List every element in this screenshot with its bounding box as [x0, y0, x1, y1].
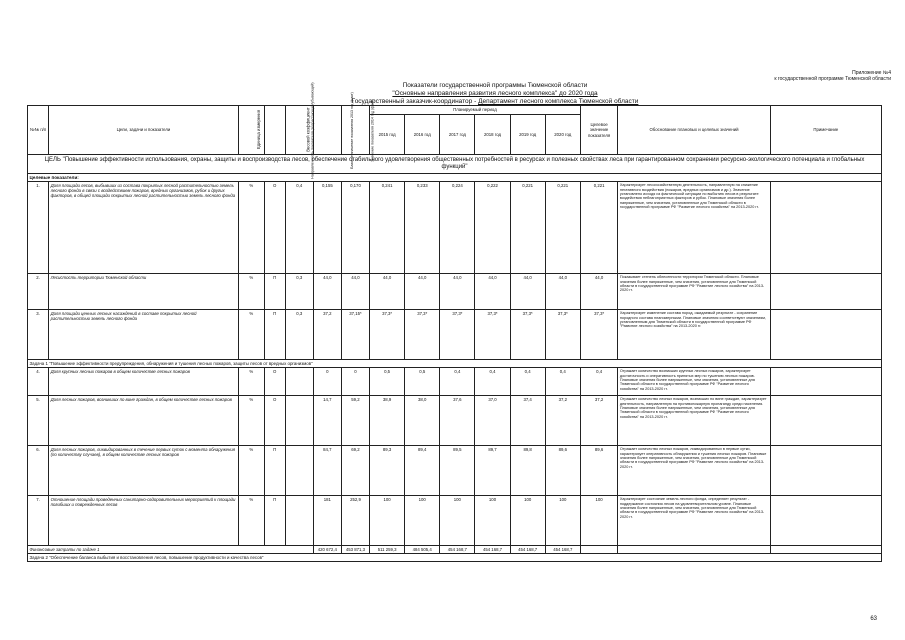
row-year-value: 0,241 [370, 182, 405, 274]
row-target: 100 [580, 496, 617, 546]
header-justification: Обоснование плановых и целевых значений [618, 106, 770, 155]
finance-empty [580, 546, 617, 554]
finance-empty [770, 546, 881, 554]
header-year: 2015 год [370, 115, 405, 155]
header-goal: Цели, задачи и показатели [49, 106, 239, 155]
header-year: 2016 год [405, 115, 440, 155]
table-row [28, 446, 882, 496]
row-value2014: 0 [341, 368, 369, 396]
header-year: 2017 год [440, 115, 475, 155]
row-unit: % [238, 368, 264, 396]
row-year-value: 37,2 [545, 396, 580, 446]
header-base2013: Базовое значение показателя 2013 год (факт) [313, 106, 341, 155]
row-year-value: 100 [370, 496, 405, 546]
finance-year-value: 454 168,7 [545, 546, 580, 554]
row-unit: % [238, 182, 264, 274]
header-year: 2019 год [510, 115, 545, 155]
task-1-heading: Задача 1 "Повышение эффективности предупреждения, обнаружения и тушения лесных пожаров, защиты лесов от вредных организмов" [28, 360, 882, 368]
row-base2013: 181 [313, 496, 341, 546]
row-notes [770, 274, 881, 310]
row-year-value: 100 [475, 496, 510, 546]
row-value2014: 59,2 [341, 396, 369, 446]
row-target: 37,3* [580, 310, 617, 360]
table-row [28, 274, 882, 310]
row-year-value: 89,4 [405, 446, 440, 496]
row-justification: Отражает количество лесных пожаров, возникших по вине граждан, характеризует деятельность, направленную на противопожарную пропаганду среди населения. Плановые значения более напряженные, чем значения, установленные для Тюменской области в государственной программе РФ "Развитие лесного хозяйства" на 2013-2020 гг. [618, 396, 770, 446]
row-year-value: 37,3* [510, 310, 545, 360]
row-direction: П [264, 310, 285, 360]
page-number: 63 [870, 616, 877, 622]
row-base2013: 44,0 [313, 274, 341, 310]
row-direction: П [264, 446, 285, 496]
target-indicators-label: Целевые показатели: [28, 174, 882, 182]
row-name: Доля площади лесов, выбывших из состава покрытых лесной растительностью земель лесного фонда в связи с воздействием пожаров, вредных организмов, рубок и других факторов, в общей площади покрытых лесной растительностью земель лесного фонда [49, 182, 239, 274]
row-target: 0,221 [580, 182, 617, 274]
row-name: Доля площади ценных лесных насаждений в составе покрытых лесной растительностью земель лесного фонда [49, 310, 239, 360]
finance-empty [618, 546, 770, 554]
header-direction: Направленность показателя (возрастающий/убывающий) [264, 106, 285, 155]
row-value2014: 69,2 [341, 446, 369, 496]
row-year-value: 37,3* [405, 310, 440, 360]
header-notes: Примечание [770, 106, 881, 155]
row-year-value: 0,221 [510, 182, 545, 274]
finance-year-value: 454 168,7 [475, 546, 510, 554]
table-row [28, 182, 882, 274]
row-unit: % [238, 274, 264, 310]
finance-base2013: 420 672,4 [313, 546, 341, 554]
row-weight [285, 446, 313, 496]
row-weight: 0,3 [285, 310, 313, 360]
row-num: 6. [28, 446, 49, 496]
row-year-value: 0,221 [545, 182, 580, 274]
row-justification: Характеризует состояние земель лесного фонда, определяет результат - поддержание состояния лесов на удовлетворительном уровне. Плановые значения более напряженные, чем значения, установленные для Тюменской области в государственной программе РФ "Развитие лесного хозяйства" на 2013-2020 гг. [618, 496, 770, 546]
table-row [28, 368, 882, 396]
row-num: 3. [28, 310, 49, 360]
row-unit: % [238, 396, 264, 446]
row-unit: % [238, 496, 264, 546]
table-row [28, 496, 882, 546]
customer-name: Департамент лесного комплекса Тюменской области [478, 98, 639, 105]
row-name: Доля лесных пожаров, ликвидированных в течение первых суток с момента обнаружения (по количеству случаев), в общем количестве лесных пожаров [49, 446, 239, 496]
row-direction: О [264, 182, 285, 274]
row-year-value: 0,4 [545, 368, 580, 396]
row-target: 89,6 [580, 446, 617, 496]
row-year-value: 37,6 [440, 396, 475, 446]
row-year-value: 0,5 [405, 368, 440, 396]
title-line-1: Показатели государственной программы Тюменской области [402, 82, 588, 89]
finance-year-value: 454 168,7 [510, 546, 545, 554]
row-year-value: 44,0 [475, 274, 510, 310]
row-year-value: 89,8 [510, 446, 545, 496]
row-value2014: 44,0 [341, 274, 369, 310]
row-year-value: 37,3* [370, 310, 405, 360]
document-title [260, 82, 730, 106]
finance-label: Финансовые затраты по задаче 1 [28, 546, 314, 554]
row-year-value: 44,0 [510, 274, 545, 310]
header-weight: Весовой коэффициент [285, 106, 313, 155]
row-year-value: 89,6 [545, 446, 580, 496]
finance-year-value: 454 168,7 [440, 546, 475, 554]
row-year-value: 38,9 [370, 396, 405, 446]
finance-year-value: 511 259,3 [370, 546, 405, 554]
row-year-value: 0,4 [510, 368, 545, 396]
customer-prefix: Государственный заказчик-координатор - [351, 98, 479, 105]
row-year-value: 44,0 [370, 274, 405, 310]
row-unit: % [238, 446, 264, 496]
row-value2014: 0,170 [341, 182, 369, 274]
row-year-value: 37,3* [475, 310, 510, 360]
finance-value2014: 453 871,3 [341, 546, 369, 554]
row-num: 4. [28, 368, 49, 396]
title-line-2: "Основные направления развития лесного комплекса" до 2020 года [392, 90, 598, 97]
row-num: 2. [28, 274, 49, 310]
row-year-value: 89,3 [370, 446, 405, 496]
row-notes [770, 496, 881, 546]
goal-row: ЦЕЛЬ "Повышение эффективности использования, охраны, защиты и воспроизводства лесов, обеспечение стабильного удовлетворения общественных потребностей в ресурсах и полезных свойствах леса при гарантированном сохранении ресурсно-экологического потенциала и глобальных функций" [28, 155, 882, 174]
row-base2013: 0 [313, 368, 341, 396]
row-year-value: 37,3* [545, 310, 580, 360]
row-year-value: 89,7 [475, 446, 510, 496]
row-year-value: 0,4 [475, 368, 510, 396]
row-target: 0,4 [580, 368, 617, 396]
row-year-value: 44,0 [545, 274, 580, 310]
row-base2013: 84,7 [313, 446, 341, 496]
appendix-line-2: к государственной программе Тюменской области [774, 76, 891, 82]
row-target: 37,2 [580, 396, 617, 446]
row-notes [770, 446, 881, 496]
row-base2013: 14,7 [313, 396, 341, 446]
row-year-value: 0,5 [370, 368, 405, 396]
header-year: 2018 год [475, 115, 510, 155]
row-name: Лесистость территории Тюменской области [49, 274, 239, 310]
row-base2013: 0,155 [313, 182, 341, 274]
row-year-value: 89,5 [440, 446, 475, 496]
table-row [28, 396, 882, 446]
row-direction: О [264, 396, 285, 446]
row-base2013: 37,2 [313, 310, 341, 360]
row-year-value: 38,0 [405, 396, 440, 446]
row-name: Доля крупных лесных пожаров в общем количестве лесных пожаров [49, 368, 239, 396]
finance-year-value: 484 505,4 [405, 546, 440, 554]
task-2-heading: Задача 2 "Обеспечение баланса выбытия и восстановления лесов, повышение продуктивности и качества лесов" [28, 554, 882, 562]
row-num: 7. [28, 496, 49, 546]
row-year-value: 37,0 [475, 396, 510, 446]
row-weight [285, 368, 313, 396]
row-year-value: 0,4 [440, 368, 475, 396]
header-value2014: Значение показателя 2014 год (факт) [341, 106, 369, 155]
row-year-value: 37,4 [510, 396, 545, 446]
row-notes [770, 396, 881, 446]
row-year-value: 0,224 [440, 182, 475, 274]
row-weight [285, 396, 313, 446]
row-year-value: 0,233 [405, 182, 440, 274]
row-justification: Показывает степень облесенности территории Тюменской области. Плановые значения более напряженные, чем значения, установленные для Тюменской области в государственной программе РФ "Развитие лесного хозяйства" на 2013-2020 гг. [618, 274, 770, 310]
header-num: №№ п/п [28, 106, 49, 155]
row-target: 44,0 [580, 274, 617, 310]
row-notes [770, 310, 881, 360]
header-unit: Единица измерения [238, 106, 264, 155]
row-year-value: 100 [545, 496, 580, 546]
header-planning: Планируемый период [370, 106, 581, 115]
finance-row [28, 546, 882, 554]
row-justification: Характеризует лесохозяйственную деятельность, направленную на снижение негативного воздействия (пожаров, вредных организмов и др.). Значение установлено исходя из фактической ситуации по выбытию лесов в результате воздействия неблагоприятных факторов и рубок. Плановые значения более напряженные, чем значения, установленные для Тюменской области в государственной программе РФ "Развитие лесного хозяйства" на 2013-2020 гг. [618, 182, 770, 274]
row-value2014: 252,9 [341, 496, 369, 546]
table-row [28, 310, 882, 360]
row-year-value: 100 [405, 496, 440, 546]
row-name: Отношение площади проведенных санитарно-оздоровительных мероприятий к площади погибших и поврежденных лесов [49, 496, 239, 546]
row-notes [770, 182, 881, 274]
row-unit: % [238, 310, 264, 360]
appendix-note [741, 70, 891, 82]
row-notes [770, 368, 881, 396]
row-year-value: 44,0 [440, 274, 475, 310]
row-year-value: 0,222 [475, 182, 510, 274]
row-direction: П [264, 496, 285, 546]
row-num: 1. [28, 182, 49, 274]
row-justification: Отражает количество лесных пожаров, ликвидированных в первые сутки, характеризует оперативность обнаружения и тушения лесных пожаров. Плановые значения более напряженные, чем значения, установленные для Тюменской области в государственной программе РФ "Развитие лесного хозяйства" на 2013-2020 гг. [618, 446, 770, 496]
header-year: 2020 год [545, 115, 580, 155]
row-weight: 0,3 [285, 274, 313, 310]
header-target: Целевое значение показателя [580, 106, 617, 155]
row-year-value: 100 [440, 496, 475, 546]
row-value2014: 37,15* [341, 310, 369, 360]
appendix-line-1: Приложение №4 [852, 70, 891, 76]
row-weight: 0,4 [285, 182, 313, 274]
row-year-value: 44,0 [405, 274, 440, 310]
row-weight [285, 496, 313, 546]
row-direction: П [264, 274, 285, 310]
row-year-value: 37,3* [440, 310, 475, 360]
row-direction: О [264, 368, 285, 396]
row-justification: Характеризует изменение состава пород, ожидаемый результат - сохранение породного состава планомерными. Плановые значения соответствуют значениям, установленным для Тюменской области в государственной программе РФ "Развитие лесного хозяйства" на 2013-2020 гг. [618, 310, 770, 360]
row-year-value: 100 [510, 496, 545, 546]
row-num: 5. [28, 396, 49, 446]
row-name: Доля лесных пожаров, возникших по вине граждан, в общем количестве лесных пожаров [49, 396, 239, 446]
row-justification: Отражает количество возникших крупных лесных пожаров, характеризует достаточность и оперативность принятых мер по тушению лесных пожаров. Плановые значения более напряженные, чем значения, установленные для Тюменской области в государственной программе РФ "Развитие лесного хозяйства" на 2013-2020 гг. [618, 368, 770, 396]
